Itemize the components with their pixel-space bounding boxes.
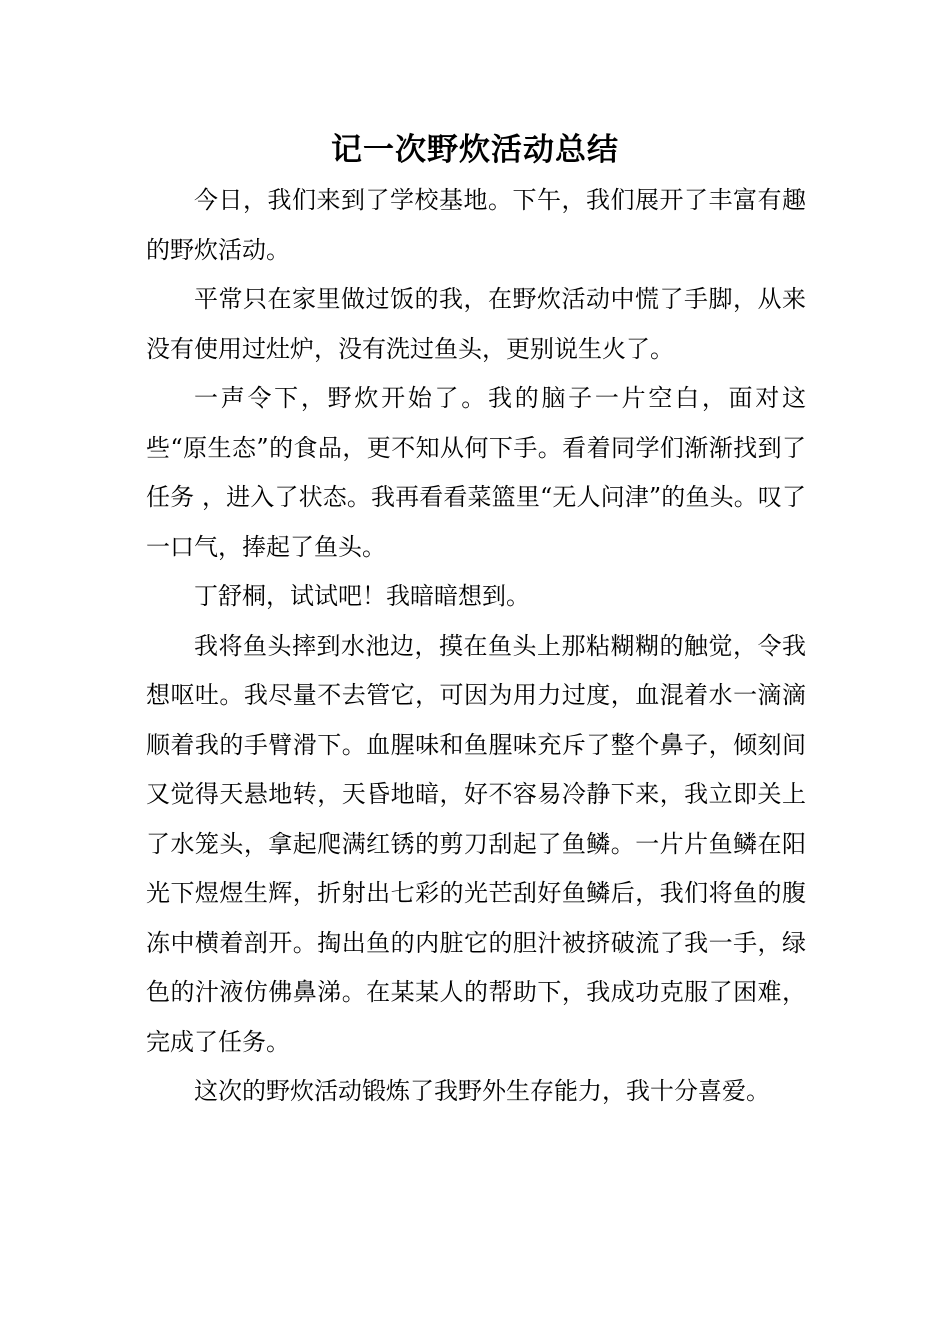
- document-title: 记一次野炊活动总结: [331, 132, 619, 168]
- paragraph-3: 一声令下，野炊开始了。我的脑子一片空白，面对这些“原生态”的食品，更不知从何下手。看着同学们渐渐找到了任务 ，进入了状态。我再看看菜篮里“无人问津”的鱼头。叹了一口气，捧起了鱼头。: [146, 384, 806, 561]
- paragraph-4: 丁舒桐，试试吧！我暗暗想到。: [194, 582, 530, 610]
- document-body: [146, 176, 806, 1117]
- paragraph-6: 这次的野炊活动锻炼了我野外生存能力，我十分喜爱。: [194, 1077, 770, 1105]
- paragraph-2: 平常只在家里做过饭的我，在野炊活动中慌了手脚，从来没有使用过灶炉，没有洗过鱼头，更别说生火了。: [146, 285, 806, 363]
- paragraph-5: 我将鱼头摔到水池边，摸在鱼头上那粘糊糊的触觉，令我想呕吐。我尽量不去管它，可因为用力过度，血混着水一滴滴顺着我的手臂滑下。血腥味和鱼腥味充斥了整个鼻子，倾刻间又觉得天悬地转，天昏地暗，好不容易冷静下来，我立即关上了水笼头，拿起爬满红锈的剪刀刮起了鱼鳞。一片片鱼鳞在阳光下煜煜生辉，折射出七彩的光芒刮好鱼鳞后，我们将鱼的腹冻中横着剖开。掏出鱼的内脏它的胆汁被挤破流了我一手，绿色的汁液仿佛鼻涕。在某某人的帮助下，我成功克服了困难，完成了任务。: [146, 631, 806, 1056]
- paragraph-1: 今日，我们来到了学校基地。下午，我们展开了丰富有趣的野炊活动。: [146, 186, 806, 264]
